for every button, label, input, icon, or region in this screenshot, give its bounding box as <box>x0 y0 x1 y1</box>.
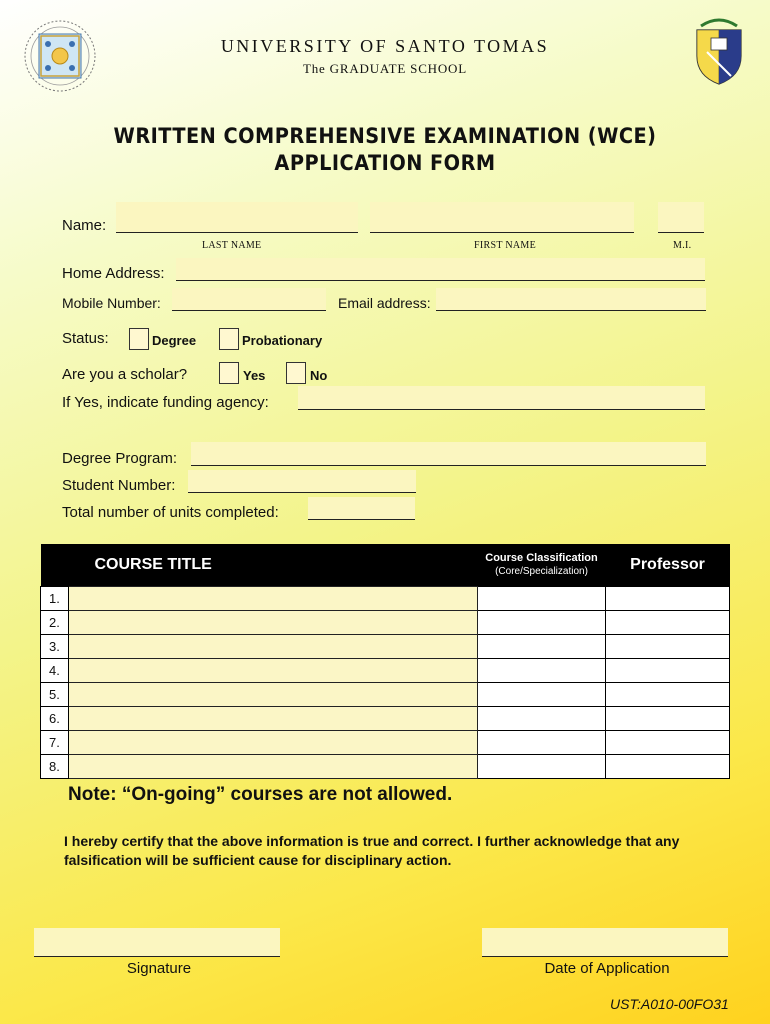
course-classification-cell[interactable] <box>478 611 606 635</box>
last-name-caption: LAST NAME <box>202 240 262 251</box>
name-label: Name: <box>62 217 107 234</box>
course-row-number: 2. <box>41 611 69 635</box>
course-row-number: 8. <box>41 755 69 779</box>
course-table-header <box>41 544 730 587</box>
course-row <box>41 635 730 659</box>
school-name: The GRADUATE SCHOOL <box>303 61 467 76</box>
course-title-cell[interactable] <box>69 659 478 683</box>
yes-checkbox[interactable] <box>219 362 239 384</box>
date-of-application-field[interactable] <box>482 928 728 957</box>
degree-program-label: Degree Program: <box>62 450 178 467</box>
course-title-cell[interactable] <box>69 707 478 731</box>
certification-text: I hereby certify that the above information is true and correct. I further acknowledge that any falsification will be sufficient cause for disciplinary action. <box>64 833 680 868</box>
note-text: Note: “On-going” courses are not allowed. <box>68 784 453 805</box>
course-row-number: 3. <box>41 635 69 659</box>
email-label: Email address: <box>338 295 431 311</box>
form-code: UST:A010-00FO31 <box>610 996 729 1012</box>
course-title-cell[interactable] <box>69 635 478 659</box>
first-name-caption: FIRST NAME <box>474 240 536 251</box>
course-classification-title: Course Classification <box>485 552 598 564</box>
course-classification-cell[interactable] <box>478 707 606 731</box>
course-classification-header <box>478 544 606 587</box>
professor-cell[interactable] <box>606 707 730 731</box>
professor-cell[interactable] <box>606 659 730 683</box>
course-classification-cell[interactable] <box>478 659 606 683</box>
course-row-number: 7. <box>41 731 69 755</box>
course-classification-cell[interactable] <box>478 731 606 755</box>
course-title-cell[interactable] <box>69 587 478 611</box>
first-name-field[interactable] <box>370 202 634 233</box>
funding-agency-field[interactable] <box>298 386 705 410</box>
form-title-line1: WRITTEN COMPREHENSIVE EXAMINATION (WCE) <box>113 124 657 148</box>
course-row-number: 1. <box>41 587 69 611</box>
probationary-option-label: Probationary <box>242 333 323 348</box>
student-number-field[interactable] <box>188 470 416 493</box>
funding-agency-label: If Yes, indicate funding agency: <box>62 394 269 411</box>
degree-option-label: Degree <box>152 333 197 348</box>
date-of-application-label: Date of Application <box>544 960 670 977</box>
mobile-label: Mobile Number: <box>62 295 161 311</box>
home-address-label: Home Address: <box>62 265 165 282</box>
course-title-cell[interactable] <box>69 611 478 635</box>
course-row <box>41 755 730 779</box>
last-name-field[interactable] <box>116 202 358 233</box>
yes-option-label: Yes <box>243 368 266 383</box>
course-row <box>41 731 730 755</box>
no-checkbox[interactable] <box>286 362 306 384</box>
probationary-checkbox[interactable] <box>219 328 239 350</box>
signature-field[interactable] <box>34 928 280 957</box>
course-row-number: 6. <box>41 707 69 731</box>
mi-caption: M.I. <box>673 240 692 251</box>
middle-initial-field[interactable] <box>658 202 704 233</box>
course-row <box>41 659 730 683</box>
professor-cell[interactable] <box>606 683 730 707</box>
university-name: UNIVERSITY OF SANTO TOMAS <box>220 36 550 56</box>
course-row-number: 4. <box>41 659 69 683</box>
course-title-cell[interactable] <box>69 683 478 707</box>
course-title-cell[interactable] <box>69 731 478 755</box>
degree-program-field[interactable] <box>191 442 706 466</box>
course-classification-cell[interactable] <box>478 755 606 779</box>
professor-cell[interactable] <box>606 611 730 635</box>
professor-header: Professor <box>606 544 730 587</box>
no-option-label: No <box>310 368 328 383</box>
mobile-number-field[interactable] <box>172 288 326 311</box>
units-completed-field[interactable] <box>308 497 415 520</box>
professor-cell[interactable] <box>606 755 730 779</box>
course-table <box>40 544 730 779</box>
course-classification-subtitle: (Core/Specialization) <box>495 566 588 577</box>
form-title-line2: APPLICATION FORM <box>274 151 496 175</box>
course-row <box>41 611 730 635</box>
units-completed-label: Total number of units completed: <box>62 504 279 521</box>
scholar-label: Are you a scholar? <box>62 366 188 383</box>
course-classification-cell[interactable] <box>478 683 606 707</box>
course-title-cell[interactable] <box>69 755 478 779</box>
professor-cell[interactable] <box>606 731 730 755</box>
signature-label: Signature <box>126 960 192 977</box>
course-row <box>41 707 730 731</box>
course-row-number: 5. <box>41 683 69 707</box>
course-classification-cell[interactable] <box>478 587 606 611</box>
course-row <box>41 587 730 611</box>
professor-cell[interactable] <box>606 587 730 611</box>
course-classification-cell[interactable] <box>478 635 606 659</box>
course-title-header: COURSE TITLE <box>69 544 478 587</box>
degree-checkbox[interactable] <box>129 328 149 350</box>
status-label: Status: <box>62 330 109 347</box>
course-row <box>41 683 730 707</box>
student-number-label: Student Number: <box>62 477 176 494</box>
home-address-field[interactable] <box>176 258 705 281</box>
professor-cell[interactable] <box>606 635 730 659</box>
email-field[interactable] <box>436 288 706 311</box>
